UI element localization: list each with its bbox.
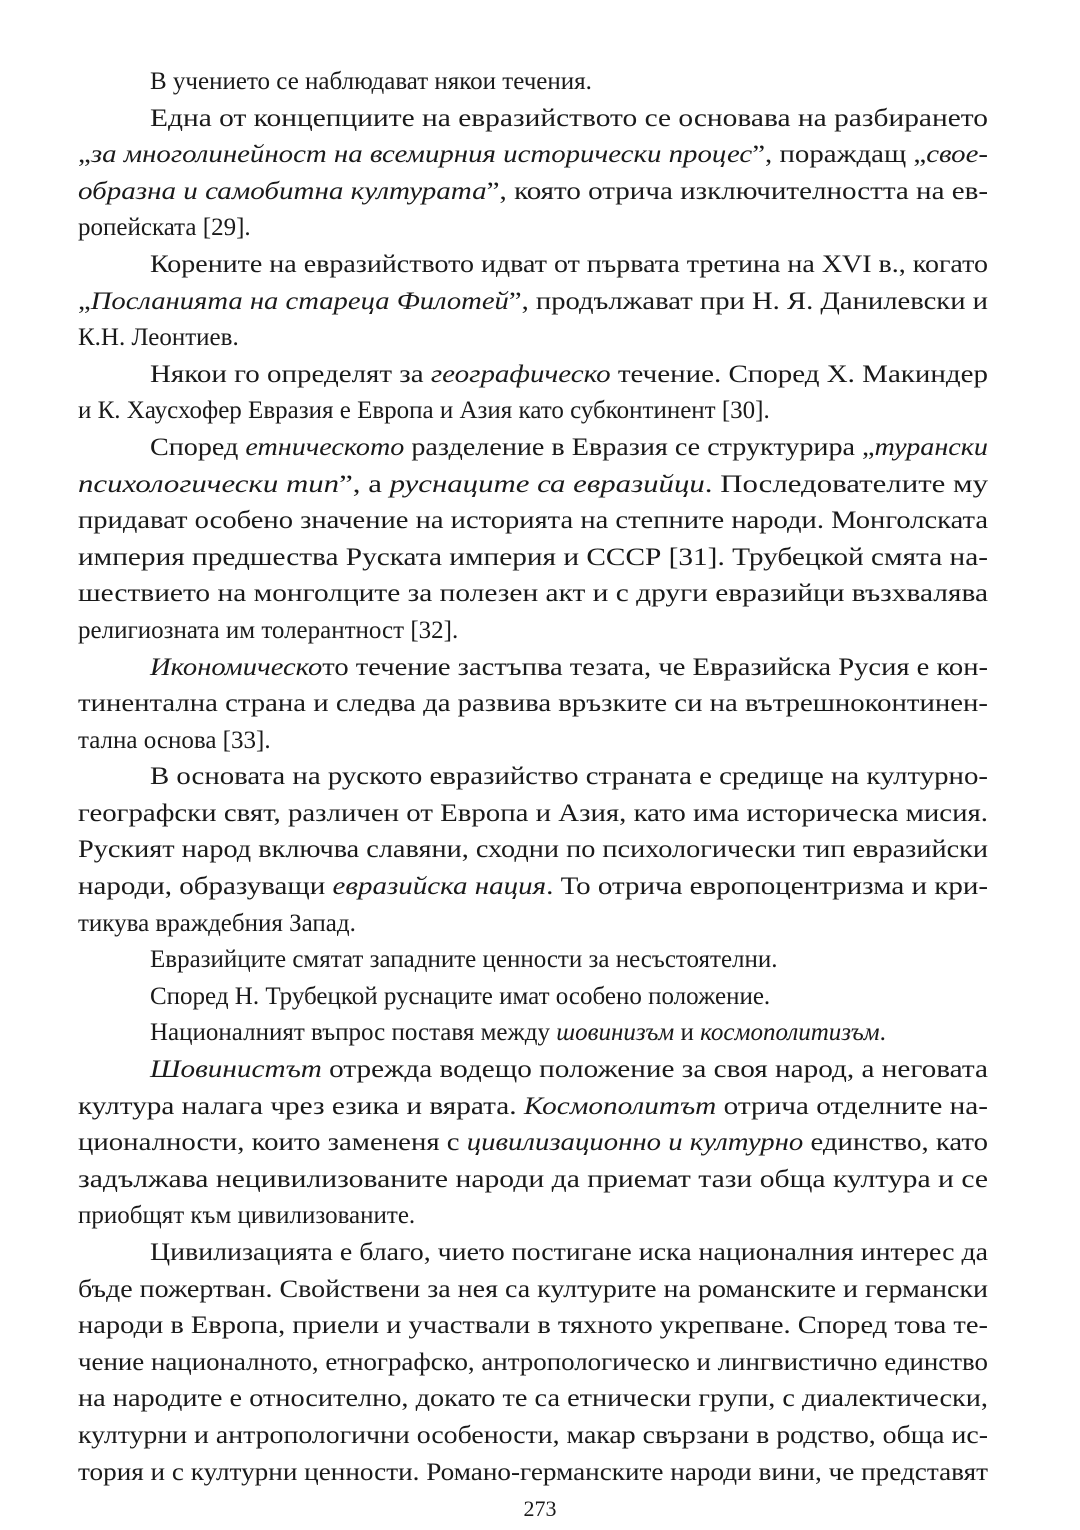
italic-text: турански — [874, 433, 988, 461]
text-line-content — [78, 1162, 988, 1199]
text-line-content — [78, 723, 271, 760]
italic-text: свое- — [926, 141, 988, 169]
text-line — [78, 357, 988, 394]
text-run: ”, продължават при Н. Я. Данилевски и — [508, 287, 989, 315]
italic-text: образна и самобитна културата — [78, 177, 487, 205]
text-run: Цивилизацията е благо, чието постигане иска националния интерес да — [150, 1239, 989, 1266]
text-line-content — [150, 357, 988, 394]
text-run: . — [879, 1019, 886, 1047]
text-run: придават особено значение на историята на степните народи. Монголската — [78, 507, 989, 535]
text-line-content — [78, 906, 356, 943]
text-line — [78, 137, 988, 174]
text-run: приобщят към цивилизованите. — [78, 1202, 416, 1230]
text-line-content — [78, 613, 458, 650]
text-line-content — [150, 101, 988, 138]
text-line-content — [78, 540, 988, 577]
text-line-content — [78, 1308, 988, 1345]
text-line-content — [78, 1418, 988, 1455]
text-run: В учението се наблюдават някои течения. — [150, 68, 592, 95]
text-line — [78, 284, 988, 321]
text-line — [78, 650, 988, 687]
text-run: Една от концепциите на евразийството се основава на разбирането — [150, 104, 989, 132]
text-line-content — [150, 1235, 988, 1272]
text-line — [78, 1345, 988, 1382]
text-line — [78, 1235, 988, 1272]
text-run: и — [674, 1019, 701, 1047]
text-line — [78, 101, 988, 138]
text-run: Според Н. Трубецкой руснаците имат особено положение. — [150, 982, 771, 1010]
text-run: единство, като — [803, 1129, 988, 1157]
text-line — [78, 832, 988, 869]
text-run: културни и антропологични особености, макар свързани в родство, обща ис- — [78, 1421, 988, 1449]
text-line — [78, 979, 988, 1016]
text-line — [78, 393, 988, 430]
text-line-content — [78, 284, 988, 321]
text-line-content — [78, 1455, 988, 1492]
text-line-content — [78, 1198, 415, 1235]
text-line-content — [78, 1125, 988, 1162]
text-run: . Последователите му — [704, 470, 988, 498]
text-run: шествието на монголците за полезен акт и с други евразийци възхвалява — [78, 580, 988, 608]
text-line — [78, 796, 988, 833]
text-line-content — [78, 1089, 988, 1126]
text-line — [78, 1052, 988, 1089]
text-line-content — [78, 796, 988, 833]
italic-text: руснаците са евразийци — [389, 470, 705, 498]
text-run: народи в Европа, приели и участвали в тяхното укрепване. Според това те- — [78, 1312, 988, 1340]
text-run: течение. Според Х. Макиндер — [610, 360, 988, 388]
text-run: тинентална страна и следва да развива връзките си на вътрешноконтинен- — [78, 690, 988, 718]
text-run: ”, а — [339, 470, 390, 498]
text-line — [78, 467, 988, 504]
text-line — [78, 320, 988, 357]
text-line-content — [150, 64, 592, 101]
italic-text: етническото — [245, 433, 405, 461]
text-line — [78, 613, 988, 650]
text-line-content — [150, 430, 988, 467]
text-line-content — [78, 576, 988, 613]
text-line — [78, 247, 988, 284]
text-line-content — [150, 1015, 886, 1052]
text-run: Корените на евразийството идват от първата третина на XVI в., когато — [150, 250, 988, 278]
italic-text: шовинизъм — [556, 1019, 675, 1047]
text-line — [78, 1381, 988, 1418]
text-run: то течение застъпва тезата, че Евразийска Русия е кон- — [322, 653, 988, 681]
text-line-content — [78, 832, 988, 869]
text-run: . То отрича европоцентризма и кри- — [546, 873, 988, 901]
text-line-content — [78, 210, 251, 247]
text-run: задължава нецивилизованите народи да приемат тази обща култура и се — [78, 1165, 988, 1193]
text-line — [78, 430, 988, 467]
text-run: Някои го определят за — [150, 360, 431, 388]
text-run: ”, пораждащ „ — [752, 141, 927, 169]
text-run: разделение в Евразия се структурира „ — [404, 433, 875, 461]
text-run: Евразийците смятат западните ценности за несъстоятелни. — [150, 946, 778, 974]
page-number: 273 — [523, 1496, 557, 1521]
text-line — [78, 1418, 988, 1455]
italic-text: психологически тип — [78, 470, 340, 498]
text-run: В основата на руското евразийство страната е средище на културно- — [150, 763, 988, 791]
text-run: бъде пожертван. Свойствени за нея са културите на романските и германски — [78, 1275, 988, 1303]
text-run: империя предшества Руската империя и СССР [31]. Трубецкой смята на- — [78, 543, 988, 571]
text-line-content — [78, 393, 770, 430]
text-line — [78, 210, 988, 247]
text-line — [78, 503, 988, 540]
text-line — [78, 723, 988, 760]
italic-text: географическо — [430, 360, 611, 388]
text-line — [78, 1198, 988, 1235]
text-run: религиозната им толерантност [32]. — [78, 616, 459, 644]
text-line — [78, 1272, 988, 1309]
text-run: Руският народ включва славяни, сходни по психологически тип евразийски — [78, 836, 988, 864]
text-line — [78, 869, 988, 906]
text-run: Националният въпрос поставя между — [150, 1019, 557, 1047]
text-line-content — [78, 137, 988, 174]
text-line — [78, 759, 988, 796]
text-run: култура налага чрез езика и вярата. — [78, 1092, 524, 1120]
text-line — [78, 1015, 988, 1052]
text-line — [78, 174, 988, 211]
italic-text: евразийска нация — [332, 873, 547, 901]
text-run: чение националното, етнографско, антропологическо и лингвистично единство — [78, 1348, 989, 1376]
text-line — [78, 1308, 988, 1345]
text-run: географски свят, различен от Европа и Азия, като има историческа мисия. — [78, 799, 988, 827]
text-line-content — [78, 320, 239, 357]
text-run: Според — [150, 433, 246, 461]
text-run: на народите е относително, докато те са етнически групи, с диалектически, — [78, 1385, 989, 1413]
text-run: отрежда водещо положение за своя народ, а неговата — [321, 1056, 988, 1084]
text-line-content — [78, 503, 988, 540]
italic-text: Космополитът — [523, 1092, 717, 1120]
text-line — [78, 1125, 988, 1162]
text-run: „ — [78, 141, 91, 169]
text-run: тикува враждебния Запад. — [78, 909, 356, 937]
text-line — [78, 576, 988, 613]
text-line — [78, 1162, 988, 1199]
italic-text: за многолинейност на всемирния исторически процес — [90, 141, 753, 169]
text-line-content — [78, 1345, 988, 1382]
text-line-content — [78, 1381, 988, 1418]
italic-text: Шовинистът — [150, 1056, 322, 1084]
text-line-content — [78, 1272, 988, 1309]
text-line-content — [78, 869, 988, 906]
text-line-content — [150, 247, 988, 284]
text-line-content — [150, 650, 988, 687]
text-run: тория и с културни ценности. Романо-германските народи вини, че представят — [78, 1458, 988, 1486]
body-text — [78, 64, 988, 1491]
text-run: ”, която отрича изключителността на ев- — [486, 177, 988, 205]
text-line-content — [78, 686, 988, 723]
text-line — [78, 906, 988, 943]
text-line-content — [150, 942, 778, 979]
text-line — [78, 686, 988, 723]
italic-text: цивилизационно и културно — [466, 1129, 804, 1157]
text-run: К.Н. Леонтиев. — [78, 324, 239, 352]
text-run: „ — [78, 287, 91, 315]
italic-text: Икономическо — [150, 653, 323, 681]
italic-text: Посланията на стареца Филотей — [90, 287, 509, 315]
text-line — [78, 540, 988, 577]
text-line — [78, 1089, 988, 1126]
text-line-content — [150, 759, 988, 796]
text-run: отрича отделните на- — [716, 1092, 988, 1120]
text-line — [78, 1455, 988, 1492]
text-run: и К. Хаусхофер Евразия е Европа и Азия като субконтинент [30]. — [78, 397, 770, 425]
text-run: ропейската [29]. — [78, 214, 251, 242]
text-line-content — [78, 467, 988, 504]
italic-text: космополитизъм — [700, 1019, 880, 1047]
text-line-content — [78, 174, 988, 211]
text-line — [78, 942, 988, 979]
text-run: ционалности, които замененя с — [78, 1129, 467, 1157]
text-run: тална основа [33]. — [78, 726, 271, 754]
text-line — [78, 64, 988, 101]
text-line-content — [150, 979, 770, 1016]
text-run: народи, образуващи — [78, 873, 333, 901]
text-line-content — [150, 1052, 988, 1089]
